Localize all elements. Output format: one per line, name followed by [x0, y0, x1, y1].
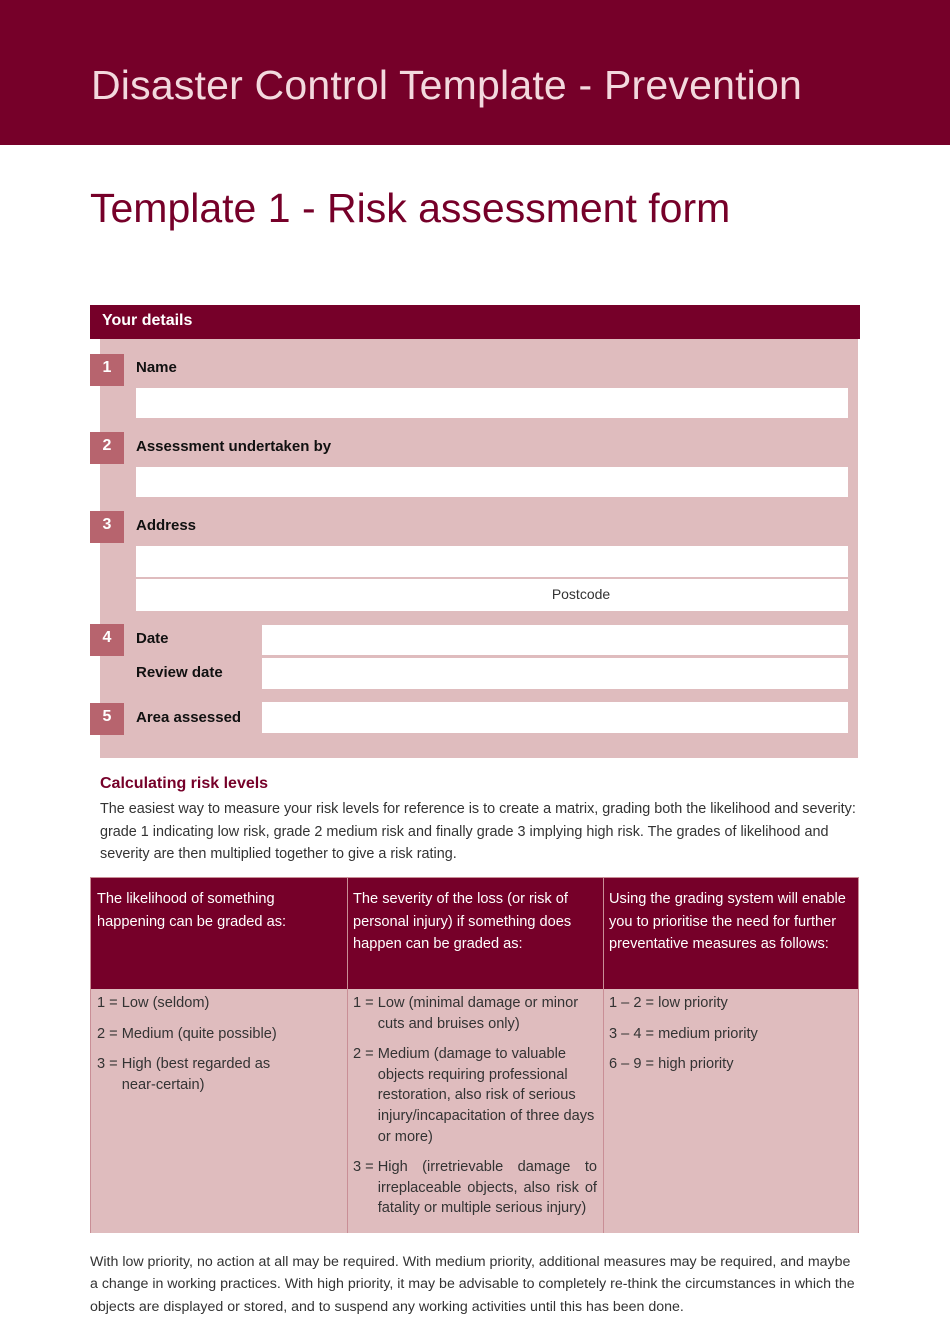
- field-number-2: 2: [90, 432, 124, 464]
- list-item: 6 – 9 = high priority: [609, 1056, 734, 1073]
- likelihood-cell: [91, 989, 347, 1233]
- priority-cell: [603, 989, 858, 1233]
- review-date-input[interactable]: [262, 658, 848, 689]
- list-item: 2 = Medium (damage to valuable objects requiring professional restoration, also risk of serious injury/incapacitation of three days or more): [353, 1046, 595, 1145]
- name-input[interactable]: [136, 388, 848, 418]
- list-item: 1 = Low (minimal damage or minor cuts and bruises only): [353, 995, 579, 1032]
- list-item: 3 – 4 = medium priority: [609, 1025, 758, 1042]
- calc-risk-text: The easiest way to measure your risk levels for reference is to create a matrix, grading both the likelihood and severity: grade 1 indicating low risk, grade 2 medium risk and finally grade 3 implying high risk. The grades of likelihood and severity are then multiplied together to give a risk rating.: [100, 801, 856, 862]
- list-item: 1 = Low (seldom): [97, 995, 210, 1011]
- calc-risk-heading: Calculating risk levels: [100, 775, 269, 792]
- date-input[interactable]: [262, 625, 848, 655]
- page-title: Template 1 - Risk assessment form: [90, 185, 731, 231]
- field-number-4: 4: [90, 624, 124, 656]
- assessor-label: Assessment undertaken by: [136, 438, 332, 455]
- field-number-3: 3: [90, 511, 124, 543]
- severity-cell: [347, 989, 603, 1233]
- postcode-field[interactable]: Postcode: [136, 579, 848, 611]
- assessor-input[interactable]: [136, 467, 848, 497]
- priority-explanation-text: With low priority, no action at all may be required. With medium priority, additional measures may be required, and maybe a change in working practices. With high priority, it may be advisable to completely re-think the circumstances in which the objects are displayed or stored, and to suspend any working activities until this has been done.: [90, 1254, 855, 1315]
- risk-grading-table: [90, 877, 859, 1233]
- address-label: Address: [136, 517, 197, 534]
- area-assessed-input[interactable]: [262, 702, 848, 733]
- area-assessed-label: Area assessed: [136, 709, 242, 726]
- field-number-5: 5: [90, 703, 124, 735]
- list-item: 3 = High (irretrievable damage to irreplaceable objects, also risk of fatality or multiple serious injury): [353, 1159, 597, 1217]
- list-item: 3 = High (best regarded as near-certain): [97, 1056, 271, 1093]
- address-input[interactable]: [136, 546, 848, 577]
- name-label: Name: [136, 359, 177, 376]
- date-label: Date: [136, 630, 169, 647]
- priority-header: Using the grading system will enable you to prioritise the need for further preventative measures as follows:: [603, 878, 858, 989]
- section-header-your-details: Your details: [90, 305, 860, 339]
- document-title: Disaster Control Template - Prevention: [91, 62, 802, 108]
- header-banner: [0, 0, 950, 145]
- column-divider: [603, 878, 604, 1233]
- field-number-1: 1: [90, 354, 124, 386]
- column-divider: [347, 878, 348, 1233]
- list-item: 1 – 2 = low priority: [609, 995, 728, 1011]
- likelihood-header: The likelihood of something happening can be graded as:: [91, 878, 347, 989]
- list-item: 2 = Medium (quite possible): [97, 1025, 277, 1042]
- severity-header: The severity of the loss (or risk of personal injury) if something does happen can be graded as:: [347, 878, 603, 989]
- review-date-label: Review date: [136, 664, 223, 681]
